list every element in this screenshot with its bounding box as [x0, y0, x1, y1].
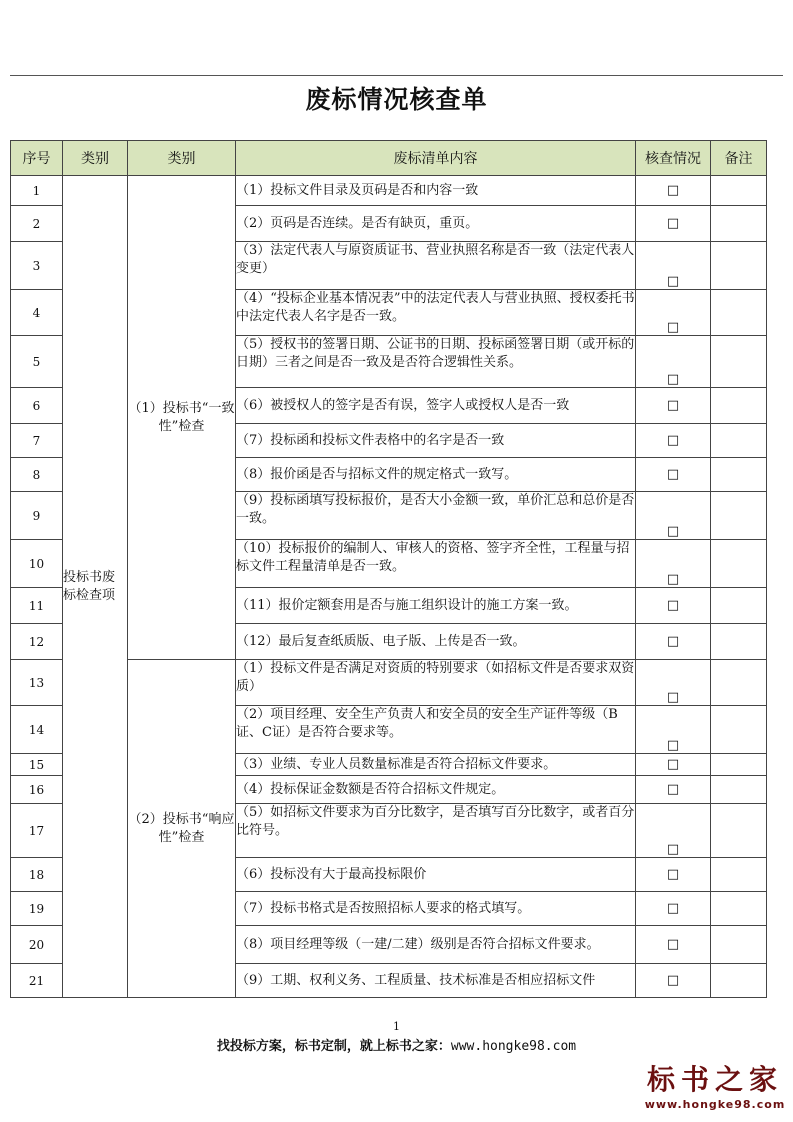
header-serial: 序号	[11, 141, 63, 176]
remarks-cell	[711, 424, 767, 458]
remarks-cell	[711, 458, 767, 492]
row-number: 13	[11, 660, 63, 706]
remarks-cell	[711, 804, 767, 858]
row-number: 21	[11, 964, 63, 998]
checkbox-icon: □	[636, 858, 711, 892]
row-content: （7）投标书格式是否按照招标人要求的格式填写。	[236, 892, 636, 926]
footer-line	[0, 1035, 793, 1054]
remarks-cell	[711, 290, 767, 336]
row-number: 9	[11, 492, 63, 540]
footer-url: www.hongke98.com	[450, 1039, 577, 1054]
row-content: （11）报价定额套用是否与施工组织设计的施工方案一致。	[236, 588, 636, 624]
row-content: （1）投标文件目录及页码是否和内容一致	[236, 176, 636, 206]
logo-text: 标书之家	[646, 1063, 783, 1096]
top-rule	[10, 75, 783, 76]
remarks-cell	[711, 492, 767, 540]
row-content: （2）页码是否连续。是否有缺页，重页。	[236, 206, 636, 242]
table-header-row	[11, 141, 767, 176]
remarks-cell	[711, 964, 767, 998]
checkbox-icon: □	[636, 892, 711, 926]
row-content: （9）投标函填写投标报价，是否大小金额一致，单价汇总和总价是否一致。	[236, 492, 636, 540]
site-logo	[640, 1062, 790, 1118]
row-number: 17	[11, 804, 63, 858]
row-content: （4）“投标企业基本情况表”中的法定代表人与营业执照、授权委托书中法定代表人名字是否一致。	[236, 290, 636, 336]
remarks-cell	[711, 706, 767, 754]
row-number: 2	[11, 206, 63, 242]
checkbox-icon: □	[636, 242, 711, 290]
row-number: 19	[11, 892, 63, 926]
row-number: 15	[11, 754, 63, 776]
remarks-cell	[711, 336, 767, 388]
checkbox-icon: □	[636, 588, 711, 624]
checkbox-icon: □	[636, 706, 711, 754]
checkbox-icon: □	[636, 492, 711, 540]
row-content: （2）项目经理、安全生产负责人和安全员的安全生产证件等级（B证、C证）是否符合要求等。	[236, 706, 636, 754]
header-category-main: 类别	[63, 141, 128, 176]
remarks-cell	[711, 388, 767, 424]
row-content: （7）投标函和投标文件表格中的名字是否一致	[236, 424, 636, 458]
remarks-cell	[711, 858, 767, 892]
row-content: （5）授权书的签署日期、公证书的日期、投标函签署日期（或开标的日期）三者之间是否一致及是否符合逻辑性关系。	[236, 336, 636, 388]
remarks-cell	[711, 926, 767, 964]
header-remarks: 备注	[711, 141, 767, 176]
row-number: 10	[11, 540, 63, 588]
row-content: （10）投标报价的编制人、审核人的资格、签字齐全性，工程量与招标文件工程量清单是否一致。	[236, 540, 636, 588]
row-content: （4）投标保证金数额是否符合招标文件规定。	[236, 776, 636, 804]
main-category-cell: 投标书废 标检查项	[63, 176, 128, 998]
checkbox-icon: □	[636, 290, 711, 336]
row-number: 5	[11, 336, 63, 388]
checkbox-icon: □	[636, 336, 711, 388]
row-content: （1）投标文件是否满足对资质的特别要求（如招标文件是否要求双资质）	[236, 660, 636, 706]
checkbox-icon: □	[636, 540, 711, 588]
checkbox-icon: □	[636, 964, 711, 998]
row-number: 4	[11, 290, 63, 336]
checkbox-icon: □	[636, 388, 711, 424]
header-content: 废标清单内容	[236, 141, 636, 176]
checkbox-icon: □	[636, 624, 711, 660]
remarks-cell	[711, 540, 767, 588]
check-table	[10, 140, 767, 998]
row-number: 8	[11, 458, 63, 492]
row-number: 11	[11, 588, 63, 624]
remarks-cell	[711, 754, 767, 776]
document-title: 废标情况核查单	[305, 85, 488, 114]
checkbox-icon: □	[636, 776, 711, 804]
header-category-sub: 类别	[128, 141, 236, 176]
row-number: 3	[11, 242, 63, 290]
page-number: 1	[393, 1020, 400, 1033]
row-content: （5）如招标文件要求为百分比数字，是否填写百分比数字，或者百分比符号。	[236, 804, 636, 858]
row-number: 16	[11, 776, 63, 804]
remarks-cell	[711, 588, 767, 624]
group-responsiveness-cell: （2）投标书“响应性”检查	[128, 660, 236, 998]
checkbox-icon: □	[636, 424, 711, 458]
checkbox-icon: □	[636, 754, 711, 776]
checkbox-icon: □	[636, 458, 711, 492]
row-content: （3）业绩、专业人员数量标准是否符合招标文件要求。	[236, 754, 636, 776]
row-number: 6	[11, 388, 63, 424]
remarks-cell	[711, 242, 767, 290]
remarks-cell	[711, 660, 767, 706]
row-number: 18	[11, 858, 63, 892]
row-number: 1	[11, 176, 63, 206]
checkbox-icon: □	[636, 804, 711, 858]
row-content: （6）被授权人的签字是否有误，签字人或授权人是否一致	[236, 388, 636, 424]
remarks-cell	[711, 776, 767, 804]
row-number: 12	[11, 624, 63, 660]
remarks-cell	[711, 892, 767, 926]
footer-text: 找投标方案，标书定制，就上标书之家：	[216, 1039, 451, 1054]
group-consistency-cell: （1）投标书“一致性”检查	[128, 176, 236, 660]
row-content: （9）工期、权利义务、工程质量、技术标准是否相应招标文件	[236, 964, 636, 998]
row-content: （8）项目经理等级（一建/二建）级别是否符合招标文件要求。	[236, 926, 636, 964]
remarks-cell	[711, 176, 767, 206]
row-number: 7	[11, 424, 63, 458]
checkbox-icon: □	[636, 206, 711, 242]
row-content: （6）投标没有大于最高投标限价	[236, 858, 636, 892]
row-number: 14	[11, 706, 63, 754]
logo-url: www.hongke98.com	[644, 1098, 786, 1111]
table-row	[11, 176, 767, 206]
checkbox-icon: □	[636, 660, 711, 706]
row-content: （3）法定代表人与原资质证书、营业执照名称是否一致（法定代表人变更）	[236, 242, 636, 290]
remarks-cell	[711, 206, 767, 242]
remarks-cell	[711, 624, 767, 660]
checkbox-icon: □	[636, 926, 711, 964]
row-content: （8）报价函是否与招标文件的规定格式一致写。	[236, 458, 636, 492]
header-check-status: 核查情况	[636, 141, 711, 176]
row-content: （12）最后复查纸质版、电子版、上传是否一致。	[236, 624, 636, 660]
checkbox-icon: □	[636, 176, 711, 206]
row-number: 20	[11, 926, 63, 964]
